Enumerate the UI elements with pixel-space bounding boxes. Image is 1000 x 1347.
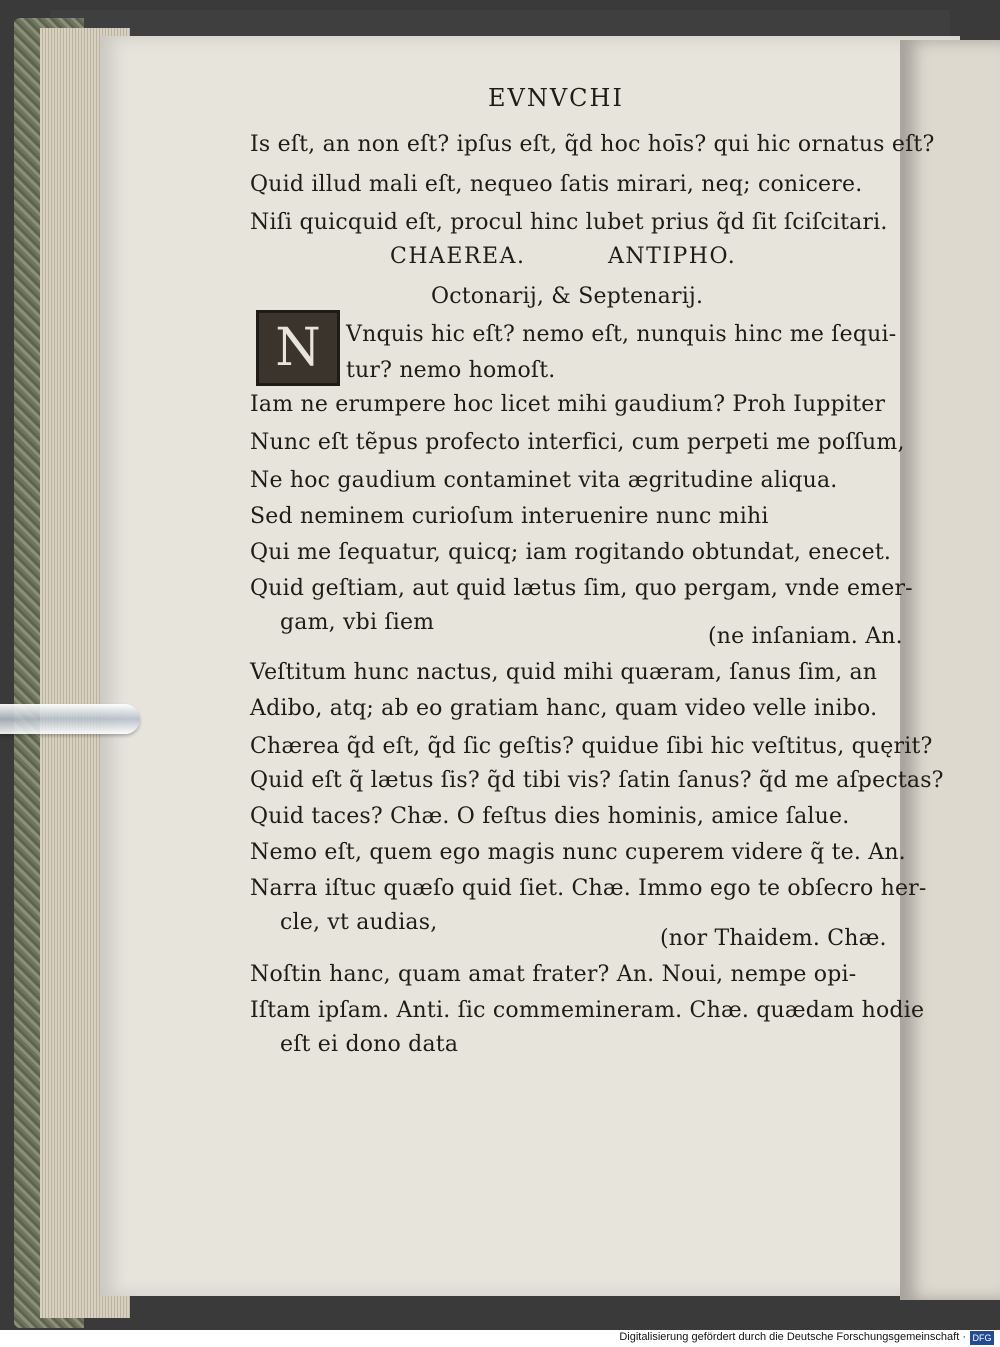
text-line-right: (ne inſaniam. An. (708, 624, 903, 649)
text-line: Ne hoc gaudium contaminet vita ægritudine aliqua. (250, 468, 838, 493)
text-line: Quid taces? Chæ. O feſtus dies hominis, amice ſalue. (250, 804, 850, 829)
text-line: Sed neminem curioſum interuenire nunc mihi (250, 504, 769, 529)
meter-heading: Octonarij, & Septenarij. (431, 284, 704, 309)
text-line: gam, vbi ſiem (280, 610, 435, 635)
glass-page-weight (0, 704, 140, 734)
text-line: Veſtitum hunc nactus, quid mihi quæram, ſanus ſim, an (250, 660, 878, 685)
text-line: Quid illud mali eſt, nequeo ſatis mirari, neq; conicere. (250, 172, 863, 197)
text-line: Nunc eſt tẽpus profecto interfici, cum perpeti me poſſum, (250, 430, 905, 455)
running-header: EVNVCHI (488, 84, 624, 112)
text-line-right: (nor Thaidem. Chæ. (660, 926, 887, 951)
text-line: Noſtin hanc, quam amat frater? An. Noui, nempe opi- (250, 962, 857, 987)
facing-page-edge (900, 40, 1000, 1300)
text-line: Iam ne erumpere hoc licet mihi gaudium? Proh Iuppiter (250, 392, 886, 417)
text-line: Quid geſtiam, aut quid lætus ſim, quo pergam, vnde emer- (250, 576, 913, 601)
speaker-antipho: ANTIPHO. (608, 244, 737, 269)
text-line: tur? nemo homoſt. (346, 358, 556, 383)
text-line: Is eſt, an non eſt? ipſus eſt, q̃d hoc hoīs? qui hic ornatus eſt? (250, 132, 935, 157)
text-line: Chærea q̃d eſt, q̃d ſic geſtis? quidue ſibi hic veſtitus, quęrit? (250, 734, 933, 759)
text-line: Niſi quicquid eſt, procul hinc lubet prius q̃d ſit ſciſcitari. (250, 210, 888, 235)
text-line: Iſtam ipſam. Anti. ſic commemineram. Chæ. quædam hodie (250, 998, 925, 1023)
text-line: Vnquis hic eſt? nemo eſt, nunquis hinc me ſequi- (346, 322, 897, 347)
footer-credit: Digitalisierung gefördert durch die Deutsche Forschungsgemeinschaft · (619, 1331, 966, 1343)
text-line: Nemo eſt, quem ego magis nunc cuperem videre q̃ te. An. (250, 840, 906, 865)
text-line: Narra iſtuc quæſo quid ſiet. Chæ. Immo ego te obſecro her- (250, 876, 927, 901)
speaker-chaerea: CHAEREA. (390, 244, 526, 269)
text-line: Adibo, atq; ab eo gratiam hanc, quam video velle inibo. (250, 696, 878, 721)
top-shadow-band (50, 10, 950, 36)
text-line: eſt ei dono data (280, 1032, 459, 1057)
text-line: Qui me ſequatur, quicq; iam rogitando obtundat, enecet. (250, 540, 892, 565)
text-line: cle, vt audias, (280, 910, 438, 935)
dfg-logo: DFG (970, 1331, 994, 1345)
text-line: Quid eſt q̃ lætus ſis? q̃d tibi vis? ſatin ſanus? q̃d me aſpectas? (250, 768, 944, 793)
decorated-initial: N (256, 310, 340, 386)
